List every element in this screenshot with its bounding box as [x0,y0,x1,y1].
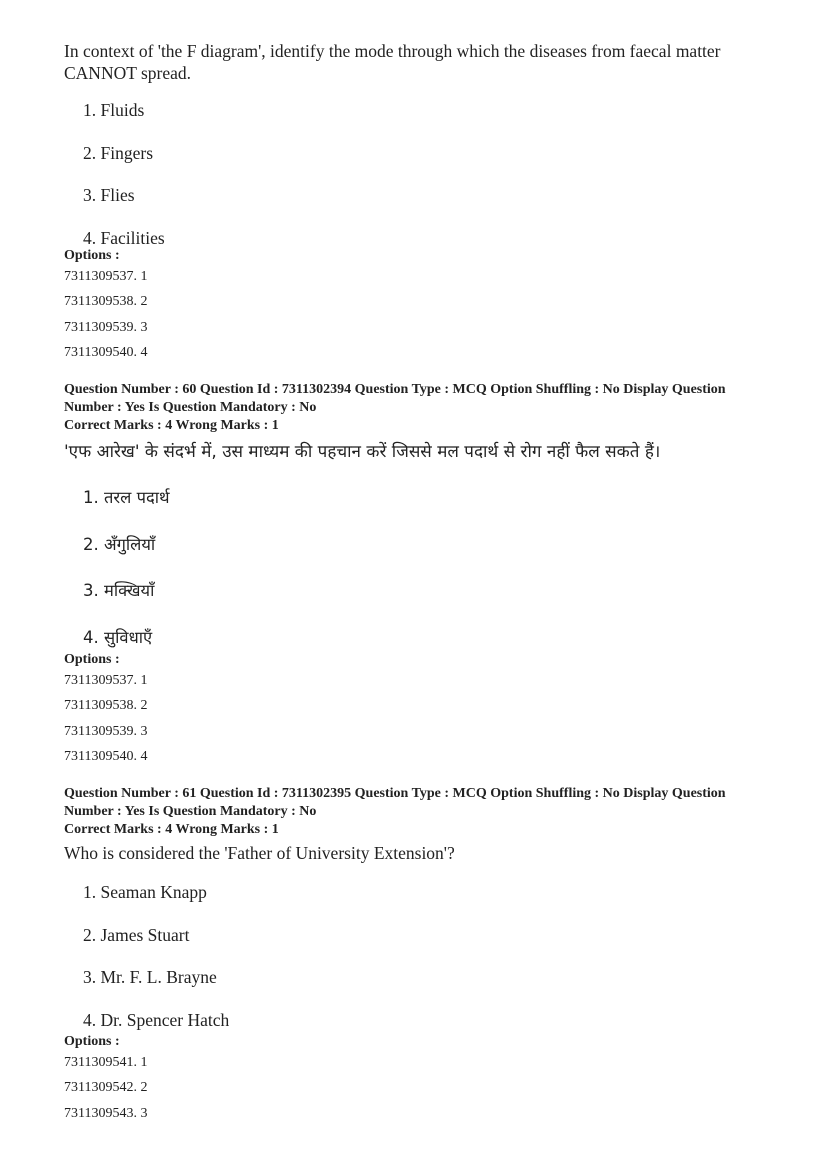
options-label: Options : [64,1034,120,1049]
question-60-text: 'एफ आरेख' के संदर्भ में, उस माध्यम की पहचान करें जिससे मल पदार्थ से रोग नहीं फैल सकते हैं। [64,442,661,462]
option-id: 7311309541. 1 [64,1055,148,1070]
choice-item: 3. मक्खियाँ [83,581,155,600]
option-id: 7311309542. 2 [64,1080,148,1096]
question-61-options [64,1033,786,1127]
question-meta: Question Number : 61 Question Id : 7311302395 Question Type : MCQ Option Shuffling : No Display Question [64,786,726,801]
option-id: 7311309537. 1 [64,269,148,284]
marks-line: Correct Marks : 4 Wrong Marks : 1 [64,822,279,837]
choice-item: 4. Facilities [83,227,165,248]
marks-line: Correct Marks : 4 Wrong Marks : 1 [64,418,279,433]
options-list [64,1054,786,1127]
question-60-choices [64,487,786,673]
option-id: 7311309538. 2 [64,698,148,714]
choice-item: 2. James Stuart [83,924,190,945]
question-60-block [64,441,786,463]
choice-item: 1. Fluids [83,100,145,120]
question-59-block [64,40,786,84]
option-id: 7311309538. 2 [64,294,148,310]
question-61-block [64,842,786,864]
options-list [64,672,786,770]
option-id: 7311309540. 4 [64,748,148,764]
choice-item: 1. तरल पदार्थ [83,488,170,507]
question-61-header [64,785,786,839]
options-label: Options : [64,248,120,263]
options-label: Options : [64,652,120,667]
choice-item: 2. अँगुलियाँ [83,534,156,554]
option-id: 7311309540. 4 [64,344,148,360]
choice-item: 2. Fingers [83,142,153,163]
choice-item: 3. Flies [83,185,135,205]
options-list [64,268,786,366]
question-59-text: In context of 'the F diagram', identify the mode through which the diseases from faecal matter CANNOT spread. [64,41,721,83]
question-60-header [64,381,786,435]
question-61-choices [64,881,786,1051]
question-60-options [64,651,786,770]
question-59-options [64,247,786,366]
option-id: 7311309537. 1 [64,673,148,688]
option-id: 7311309539. 3 [64,319,148,335]
question-61-text: Who is considered the 'Father of University Extension'? [64,843,455,863]
choice-item: 3. Mr. F. L. Brayne [83,967,217,987]
question-59-choices [64,99,786,269]
option-id: 7311309539. 3 [64,723,148,739]
option-id: 7311309543. 3 [64,1105,148,1121]
choice-item: 4. सुविधाएँ [83,627,153,647]
question-meta: Question Number : 60 Question Id : 7311302394 Question Type : MCQ Option Shuffling : No Display Question [64,382,726,397]
choice-item: 4. Dr. Spencer Hatch [83,1009,230,1030]
choice-item: 1. Seaman Knapp [83,882,207,902]
question-meta: Number : Yes Is Question Mandatory : No [64,400,317,415]
question-meta: Number : Yes Is Question Mandatory : No [64,804,317,819]
